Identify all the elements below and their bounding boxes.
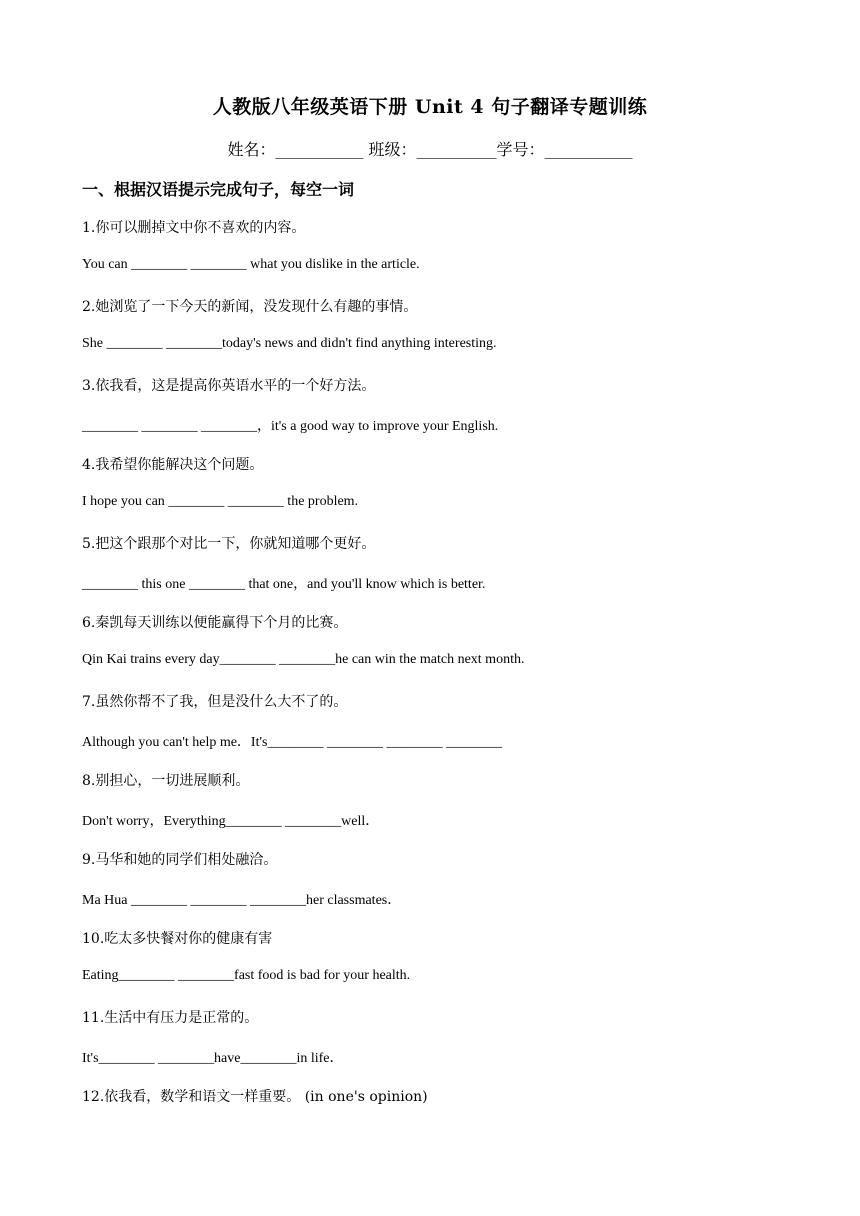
- answer-line-7: Although you can't help me．It's________ ________ ________ ________: [82, 735, 502, 750]
- answer-line-10: Eating________ ________fast food is bad for your health.: [82, 968, 411, 983]
- question-2: 2.她浏览了一下今天的新闻，没发现什么有趣的事情。: [82, 299, 418, 315]
- answer-line-6: Qin Kai trains every day________ ________he can win the match next month.: [82, 652, 525, 667]
- question-4: 4.我希望你能解决这个问题。: [82, 457, 264, 473]
- question-10: 10.吃太多快餐对你的健康有害: [82, 931, 273, 947]
- student-info-line: 姓名：___________ 班级：__________学号：___________: [227, 140, 633, 159]
- answer-line-3: ________ ________ ________，it's a good way to improve your English.: [82, 419, 499, 434]
- answer-line-5: ________ this one ________ that one，and you'll know which is better.: [82, 577, 486, 592]
- answer-line-1: You can ________ ________ what you dislike in the article.: [82, 257, 420, 272]
- answer-line-11: It's________ ________have________in life．: [82, 1051, 344, 1066]
- answer-line-4: I hope you can ________ ________ the problem.: [82, 494, 359, 509]
- section-heading: 一、根据汉语提示完成句子，每空一词: [82, 180, 355, 199]
- answer-line-2: She ________ ________today's news and didn't find anything interesting.: [82, 336, 497, 351]
- question-9: 9.马华和她的同学们相处融洽。: [82, 852, 278, 868]
- question-7: 7.虽然你帮不了我，但是没什么大不了的。: [82, 694, 348, 710]
- question-1: 1.你可以删掉文中你不喜欢的内容。: [82, 220, 306, 236]
- question-12: 12.依我看，数学和语文一样重要。 (in one's opinion): [82, 1089, 428, 1105]
- question-6: 6.秦凯每天训练以便能赢得下个月的比赛。: [82, 615, 348, 631]
- question-3: 3.依我看，这是提高你英语水平的一个好方法。: [82, 378, 376, 394]
- answer-line-8: Don't worry，Everything________ ________well．: [82, 814, 380, 829]
- page-title: 人教版八年级英语下册 Unit 4 句子翻译专题训练: [212, 96, 648, 118]
- question-5: 5.把这个跟那个对比一下，你就知道哪个更好。: [82, 536, 376, 552]
- question-8: 8.别担心，一切进展顺利。: [82, 773, 250, 789]
- question-11: 11.生活中有压力是正常的。: [82, 1010, 259, 1026]
- answer-line-9: Ma Hua ________ ________ ________her classmates．: [82, 893, 402, 908]
